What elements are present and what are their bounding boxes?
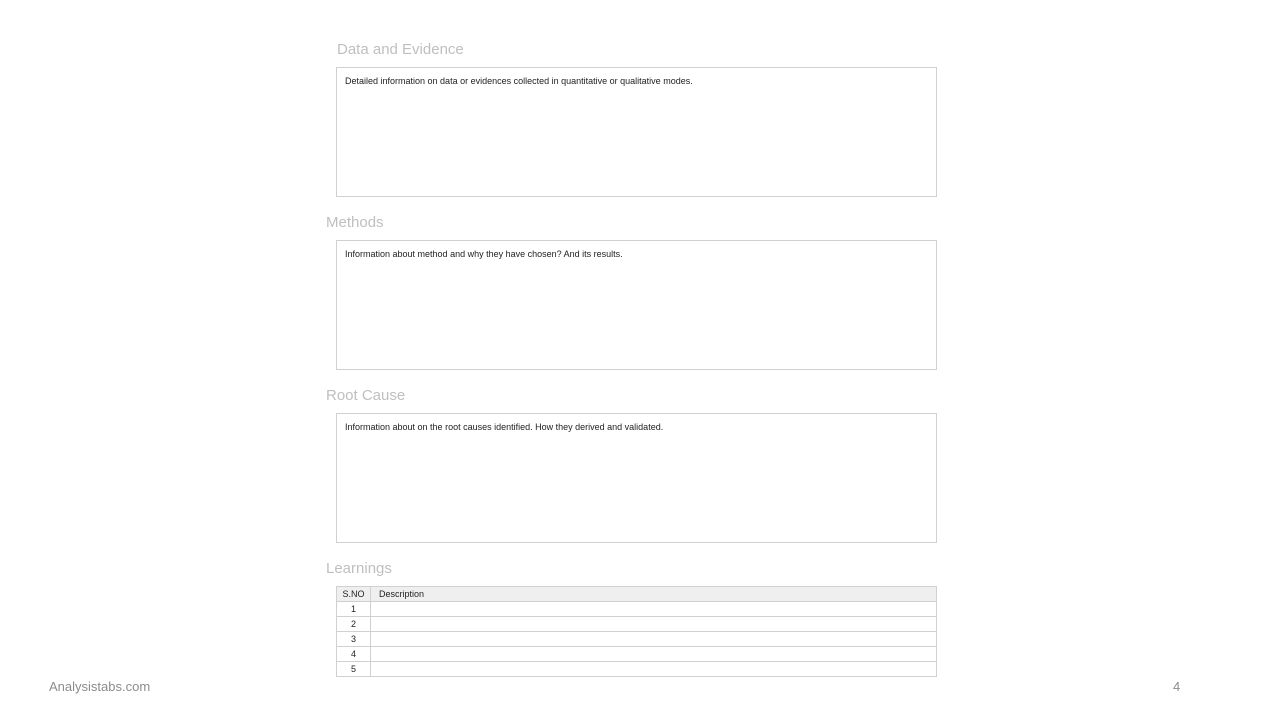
table-row [337, 662, 937, 677]
root-cause-title: Root Cause [326, 387, 406, 404]
data-evidence-box [336, 67, 937, 197]
table-row [337, 602, 937, 617]
header-description: Description [371, 587, 937, 602]
row-sno: 1 [337, 602, 371, 617]
learnings-title: Learnings [326, 560, 392, 577]
footer-brand: Analysistabs.com [49, 679, 151, 694]
table-row [337, 647, 937, 662]
page-number: 4 [1173, 679, 1181, 694]
data-evidence-text: Detailed information on data or evidences collected in quantitative or qualitative modes. [345, 76, 693, 86]
row-description[interactable] [371, 647, 937, 662]
row-sno: 4 [337, 647, 371, 662]
row-sno: 2 [337, 617, 371, 632]
row-description[interactable] [371, 632, 937, 647]
row-description[interactable] [371, 617, 937, 632]
row-sno: 5 [337, 662, 371, 677]
methods-text: Information about method and why they have chosen? And its results. [345, 249, 623, 259]
methods-title: Methods [326, 214, 384, 231]
row-description[interactable] [371, 602, 937, 617]
table-row [337, 632, 937, 647]
root-cause-text: Information about on the root causes identified. How they derived and validated. [345, 422, 664, 432]
row-description[interactable] [371, 662, 937, 677]
methods-box [336, 240, 937, 370]
data-evidence-title: Data and Evidence [337, 41, 464, 58]
root-cause-box [336, 413, 937, 543]
table-header-row [337, 587, 937, 602]
table-row [337, 617, 937, 632]
row-sno: 3 [337, 632, 371, 647]
header-sno: S.NO [337, 587, 371, 602]
learnings-table [336, 586, 937, 677]
